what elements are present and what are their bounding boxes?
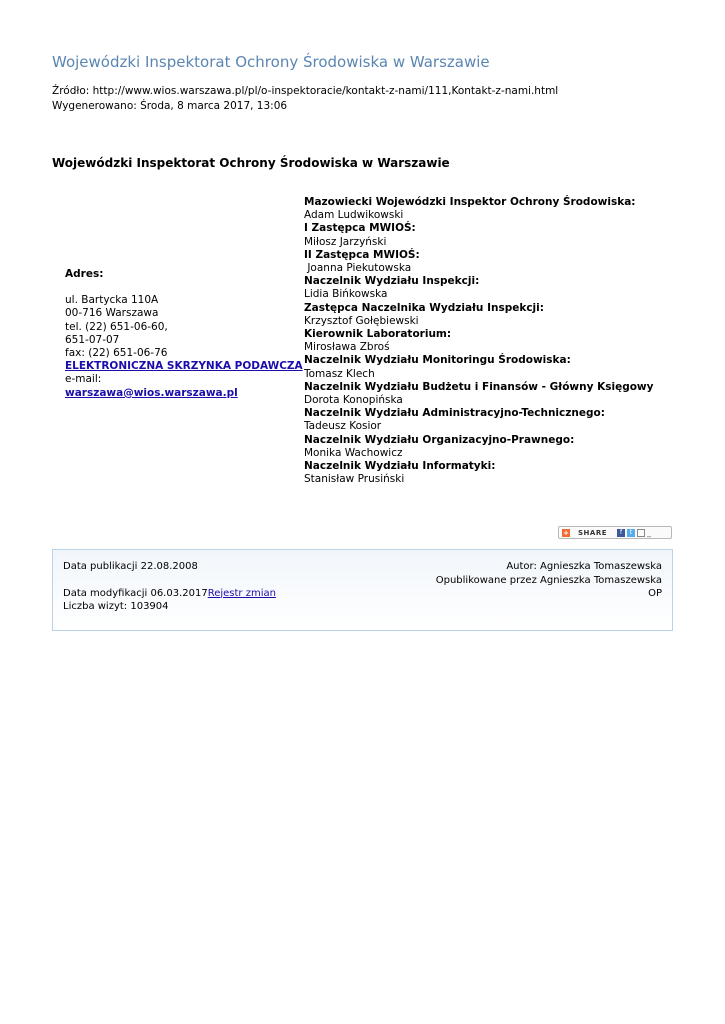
staff-role: Kierownik Laboratorium:: [304, 328, 452, 341]
content-heading: Wojewódzki Inspektorat Ochrony Środowiska w Warszawie: [52, 156, 450, 170]
share-button[interactable]: [558, 526, 672, 539]
twitter-icon[interactable]: t: [627, 529, 635, 537]
staff-name: Stanisław Prusiński: [304, 473, 405, 486]
staff-role: Naczelnik Wydziału Administracyjno-Technicznego:: [304, 407, 605, 420]
email-link[interactable]: warszawa@wios.warszawa.pl: [65, 386, 238, 399]
staff-name: Krzysztof Gołębiewski: [304, 314, 419, 327]
staff-role: I Zastępca MWIOŚ:: [304, 222, 416, 235]
fax: fax: (22) 651-06-76: [65, 347, 168, 360]
phone-2: 651-07-07: [65, 333, 120, 346]
staff-name: Monika Wachowicz: [304, 446, 403, 459]
staff-name: Lidia Bińkowska: [304, 288, 388, 301]
plus-icon: +: [563, 528, 569, 537]
staff-name: Joanna Piekutowska: [304, 262, 412, 275]
source-url: Źródło: http://www.wios.warszawa.pl/pl/o-inspektoracie/kontakt-z-nami/111,Kontakt-z-nami.html: [52, 85, 559, 97]
staff-role: Naczelnik Wydziału Monitoringu Środowiska:: [304, 354, 571, 367]
share-label: SHARE: [578, 528, 607, 537]
spacer: [65, 281, 303, 294]
page-info-box: [52, 549, 673, 631]
page-title: Wojewódzki Inspektorat Ochrony Środowiska w Warszawie: [52, 53, 490, 71]
change-log-link[interactable]: Rejestr zmian: [207, 587, 276, 599]
publisher-unit: OP: [648, 588, 662, 599]
generated-date: Wygenerowano: Środa, 8 marca 2017, 13:06: [52, 100, 288, 112]
staff-role: Naczelnik Wydziału Budżetu i Finansów - Główny Księgowy: [304, 380, 654, 393]
published-by: Opublikowane przez Agnieszka Tomaszewska: [435, 574, 662, 586]
facebook-icon[interactable]: f: [617, 529, 625, 537]
spacer: [63, 574, 276, 587]
visit-count: Liczba wizyt: 103904: [63, 601, 169, 612]
publication-date: Data publikacji 22.08.2008: [63, 561, 198, 572]
staff-name: Mirosława Zbroś: [304, 341, 390, 354]
modification-date: Data modyfikacji 06.03.2017: [63, 587, 208, 599]
staff-name: Tomasz Klech: [304, 367, 375, 380]
address-city: 00-716 Warszawa: [65, 307, 159, 320]
staff-role: Naczelnik Wydziału Informatyki:: [304, 460, 496, 473]
staff-role: Mazowiecki Wojewódzki Inspektor Ochrony Środowiska:: [304, 196, 636, 208]
author: Autor: Agnieszka Tomaszewska: [506, 561, 662, 572]
staff-role: Naczelnik Wydziału Inspekcji:: [304, 275, 480, 288]
staff-role: Zastępca Naczelnika Wydziału Inspekcji:: [304, 301, 544, 314]
more-icon[interactable]: _: [647, 528, 651, 537]
staff-role: II Zastępca MWIOŚ:: [304, 248, 420, 261]
phone-1: tel. (22) 651-06-60,: [65, 320, 168, 333]
address-street: ul. Bartycka 110A: [65, 294, 159, 307]
staff-role: Naczelnik Wydziału Organizacyjno-Prawnego:: [304, 433, 575, 446]
epuap-link[interactable]: ELEKTRONICZNA SKRZYNKA PODAWCZA: [65, 360, 303, 373]
address-block: [65, 268, 303, 400]
staff-name: Tadeusz Kosior: [304, 420, 382, 433]
staff-name: Adam Ludwikowski: [304, 209, 404, 222]
address-label: Adres:: [65, 268, 104, 280]
staff-name: Miłosz Jarzyński: [304, 235, 387, 248]
modification-line: [63, 587, 276, 601]
staff-list: [304, 196, 653, 486]
email-icon[interactable]: [637, 529, 645, 537]
staff-name: Dorota Konopińska: [304, 394, 403, 407]
email-label: e-mail:: [65, 373, 102, 386]
